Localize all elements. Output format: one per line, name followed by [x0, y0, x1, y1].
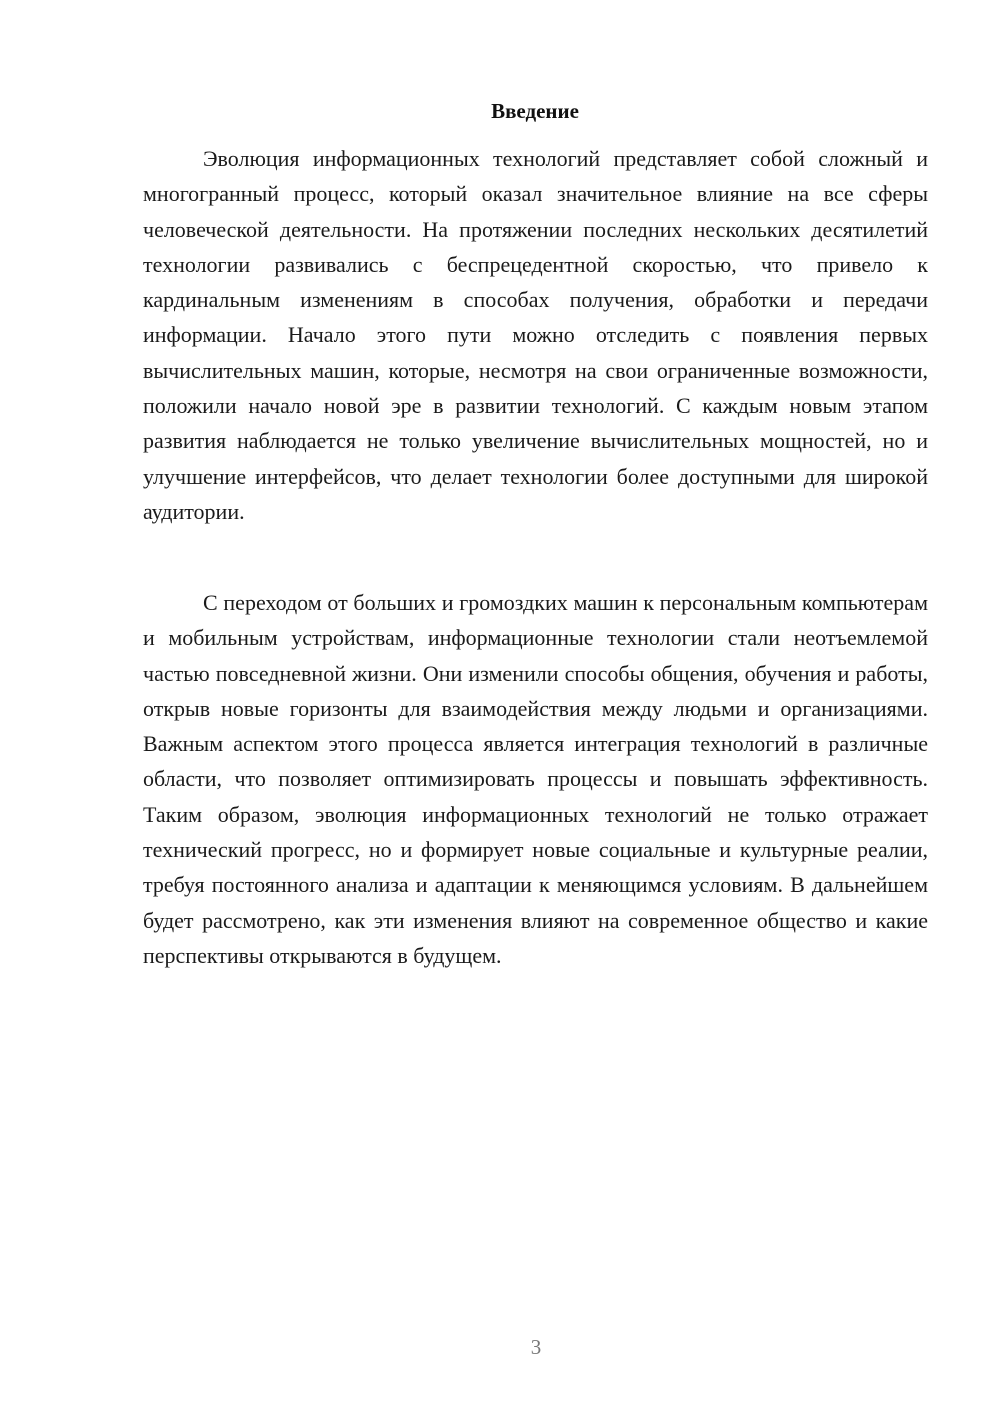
paragraph-2: С переходом от больших и громоздких машин к персональным компьютерам и мобильным устройствам, информационные технологии стали неотъемлемой частью повседневной жизни. Они изменили способы общения, обучения и работы, открыв новые горизонты для взаимодействия между людьми и организациями. Важным аспектом этого процесса является интеграция технологий в различные области, что позволяет оптимизировать процессы и повышать эффективность. Таким образом, эволюция информационных технологий не только отражает технический прогресс, но и формирует новые социальные и культурные реалии, требуя постоянного анализа и адаптации к меняющимся условиям. В дальнейшем будет рассмотрено, как эти изменения влияют на современное общество и какие перспективы открываются в будущем. — [143, 590, 928, 968]
section-heading: Введение — [491, 99, 579, 123]
page-number: 3 — [530, 1335, 542, 1359]
paragraph-1: Эволюция информационных технологий представляет собой сложный и многогранный процесс, который оказал значительное влияние на все сферы человеческой деятельности. На протяжении последних нескольких десятилетий технологии развивались с беспрецедентной скоростью, что привело к кардинальным изменениям в способах получения, обработки и передачи информации. Начало этого пути можно отследить с появления первых вычислительных машин, которые, несмотря на свои ограниченные возможности, положили начало новой эре в развитии технологий. С каждым новым этапом развития наблюдается не только увеличение вычислительных мощностей, но и улучшение интерфейсов, что делает технологии более доступными для широкой аудитории. — [143, 146, 928, 524]
